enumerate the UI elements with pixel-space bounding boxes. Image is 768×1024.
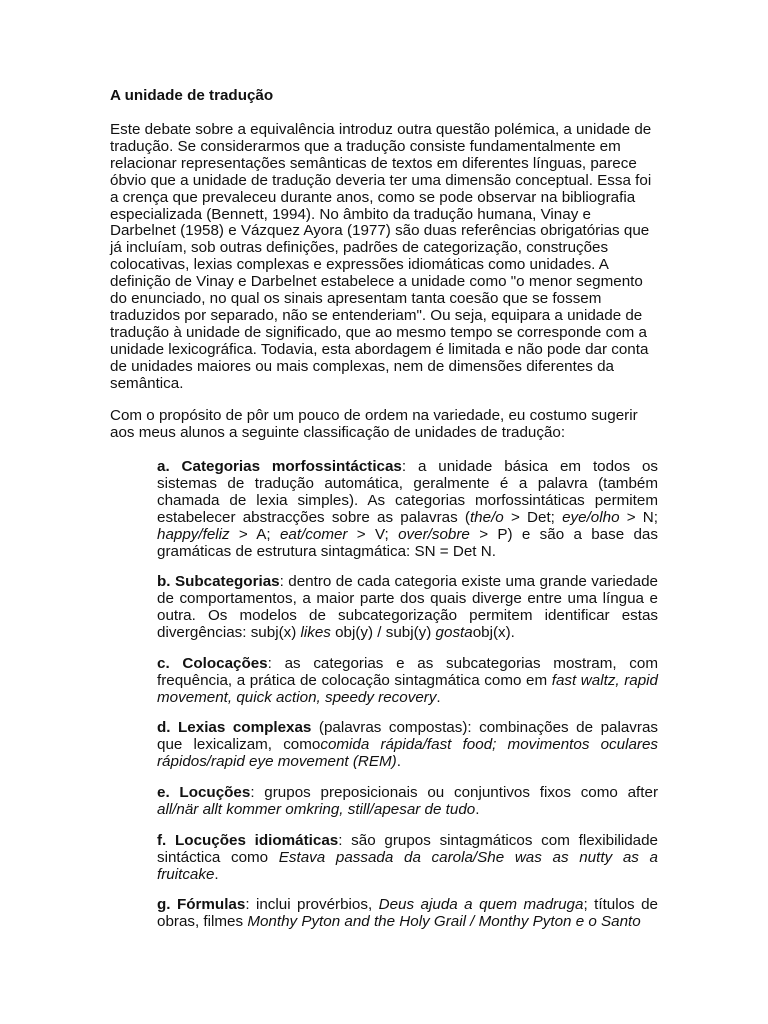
item-text: obj(x). xyxy=(472,623,515,641)
example-term: eye/olho xyxy=(562,508,620,526)
item-text: : as categorias e as subcategorias mostram, com frequência, a prática de colocação sintagmática como em xyxy=(157,655,658,689)
list-item-subcategories xyxy=(157,574,658,642)
item-text: . xyxy=(396,752,401,770)
example-term: eat/comer xyxy=(279,525,348,543)
item-text: . xyxy=(214,865,219,883)
example-term: fast waltz, rapid movement, quick action, speedy recovery xyxy=(157,671,658,706)
item-text: : a unidade básica em todos os sistemas de tradução automática, geralmente é a palavra (também chamada de lexia simples). As categorias morfossintáticas permitem estabelecer abstracções sobre as palavras ( xyxy=(157,458,658,526)
item-text: : grupos preposicionais ou conjuntivos fixos como after xyxy=(250,784,659,801)
item-heading: g. Fórmulas xyxy=(157,896,246,913)
item-text: . xyxy=(475,800,480,818)
item-text: . xyxy=(436,688,441,706)
item-text: > A; xyxy=(229,525,280,543)
list-item-collocations xyxy=(157,656,658,707)
list-item-formulas xyxy=(157,897,658,931)
list-item-locutions xyxy=(157,785,658,819)
item-text: > Det; xyxy=(503,508,563,526)
example-term: Monthy Pyton and the Holy Grail / Monthy Pyton e o Santo xyxy=(247,912,641,930)
item-heading: b. Subcategorias xyxy=(157,573,280,590)
list-item-complex-lexias xyxy=(157,720,658,771)
item-text: (palavras compostas): combinações de palavras que lexicalizam, como xyxy=(157,719,658,753)
section-title: A unidade de tradução xyxy=(110,87,274,104)
example-term: comida rápida/fast food; movimentos oculares rápidos/rapid eye movement (REM) xyxy=(157,735,659,770)
classification-intro-paragraph: Com o propósito de pôr um pouco de ordem na variedade, eu costumo sugerir aos meus alunos a seguinte classificação de unidades de tradução: xyxy=(110,407,638,441)
example-term: over/sobre xyxy=(398,525,470,543)
intro-paragraph: Este debate sobre a equivalência introduz outra questão polémica, a unidade de tradução. Se considerarmos que a tradução consiste fundamentalmente em relacionar representações semânticas de textos em diferentes línguas, parece óbvio que a unidade de tradução deveria ter uma dimensão conceptual. Essa foi a crença que prevaleceu durante anos, como se pode observar na bibliografia especializada (Bennett, 1994). No âmbito da tradução humana, Vinay e Darbelnet (1958) e Vázquez Ayora (1977) são duas referências obrigatórias que já incluíam, sob outras definições, padrões de categorização, construções colocativas, lexias complexas e expressões idiomáticas como unidades. A definição de Vinay e Darbelnet estabelece a unidade como "o menor segmento do enunciado, no qual os sinais apresentam tanta coesão que se fossem traduzidos por separado, não se entenderiam". Ou seja, equipara a unidade de tradução à unidade de significado, que ao mesmo tempo se corresponde com a unidade lexicográfica. Todavia, esta abordagem é limitada e não pode dar conta de unidades maiores ou mais complexas, nem de dimensões diferentes da semântica. xyxy=(110,121,652,392)
item-heading: f. Locuções idiomáticas xyxy=(157,832,339,849)
item-heading: a. Categorias morfossintácticas xyxy=(157,458,402,475)
item-heading: e. Locuções xyxy=(157,784,251,801)
item-text: > N; xyxy=(619,508,658,526)
item-text: : inclui provérbios, xyxy=(245,896,379,913)
item-text: obj(y) / subj(y) xyxy=(330,623,436,641)
item-heading: c. Colocações xyxy=(157,655,268,672)
example-term: the/o xyxy=(469,508,504,526)
example-term: Deus ajuda a quem madruga xyxy=(378,896,584,913)
item-text: > V; xyxy=(347,525,399,543)
example-term: likes xyxy=(300,623,331,641)
item-text: : são grupos sintagmáticos com flexibilidade sintáctica como xyxy=(157,832,658,866)
item-text: : dentro de cada categoria existe uma grande variedade de comportamentos, a maior parte dos quais diverge entre uma língua e outra. Os modelos de subcategorização permitem identificar estas divergências: subj(x) xyxy=(157,573,658,641)
item-text: ; títulos de obras, filmes xyxy=(157,896,658,930)
example-term: gosta xyxy=(435,623,473,641)
example-term: all/när allt kommer omkring, still/apesar de tudo xyxy=(157,800,476,818)
list-item-idiomatic-locutions xyxy=(157,833,658,884)
item-heading: d. Lexias complexas xyxy=(157,719,312,736)
example-term: Estava passada da carola/She was as nutty as a fruitcake xyxy=(157,848,658,883)
item-text: > P) e são a base das gramáticas de estrutura sintagmática: SN = Det N. xyxy=(157,525,658,560)
example-term: happy/feliz xyxy=(157,525,230,543)
list-item-morphosyntactic-categories xyxy=(157,459,658,560)
